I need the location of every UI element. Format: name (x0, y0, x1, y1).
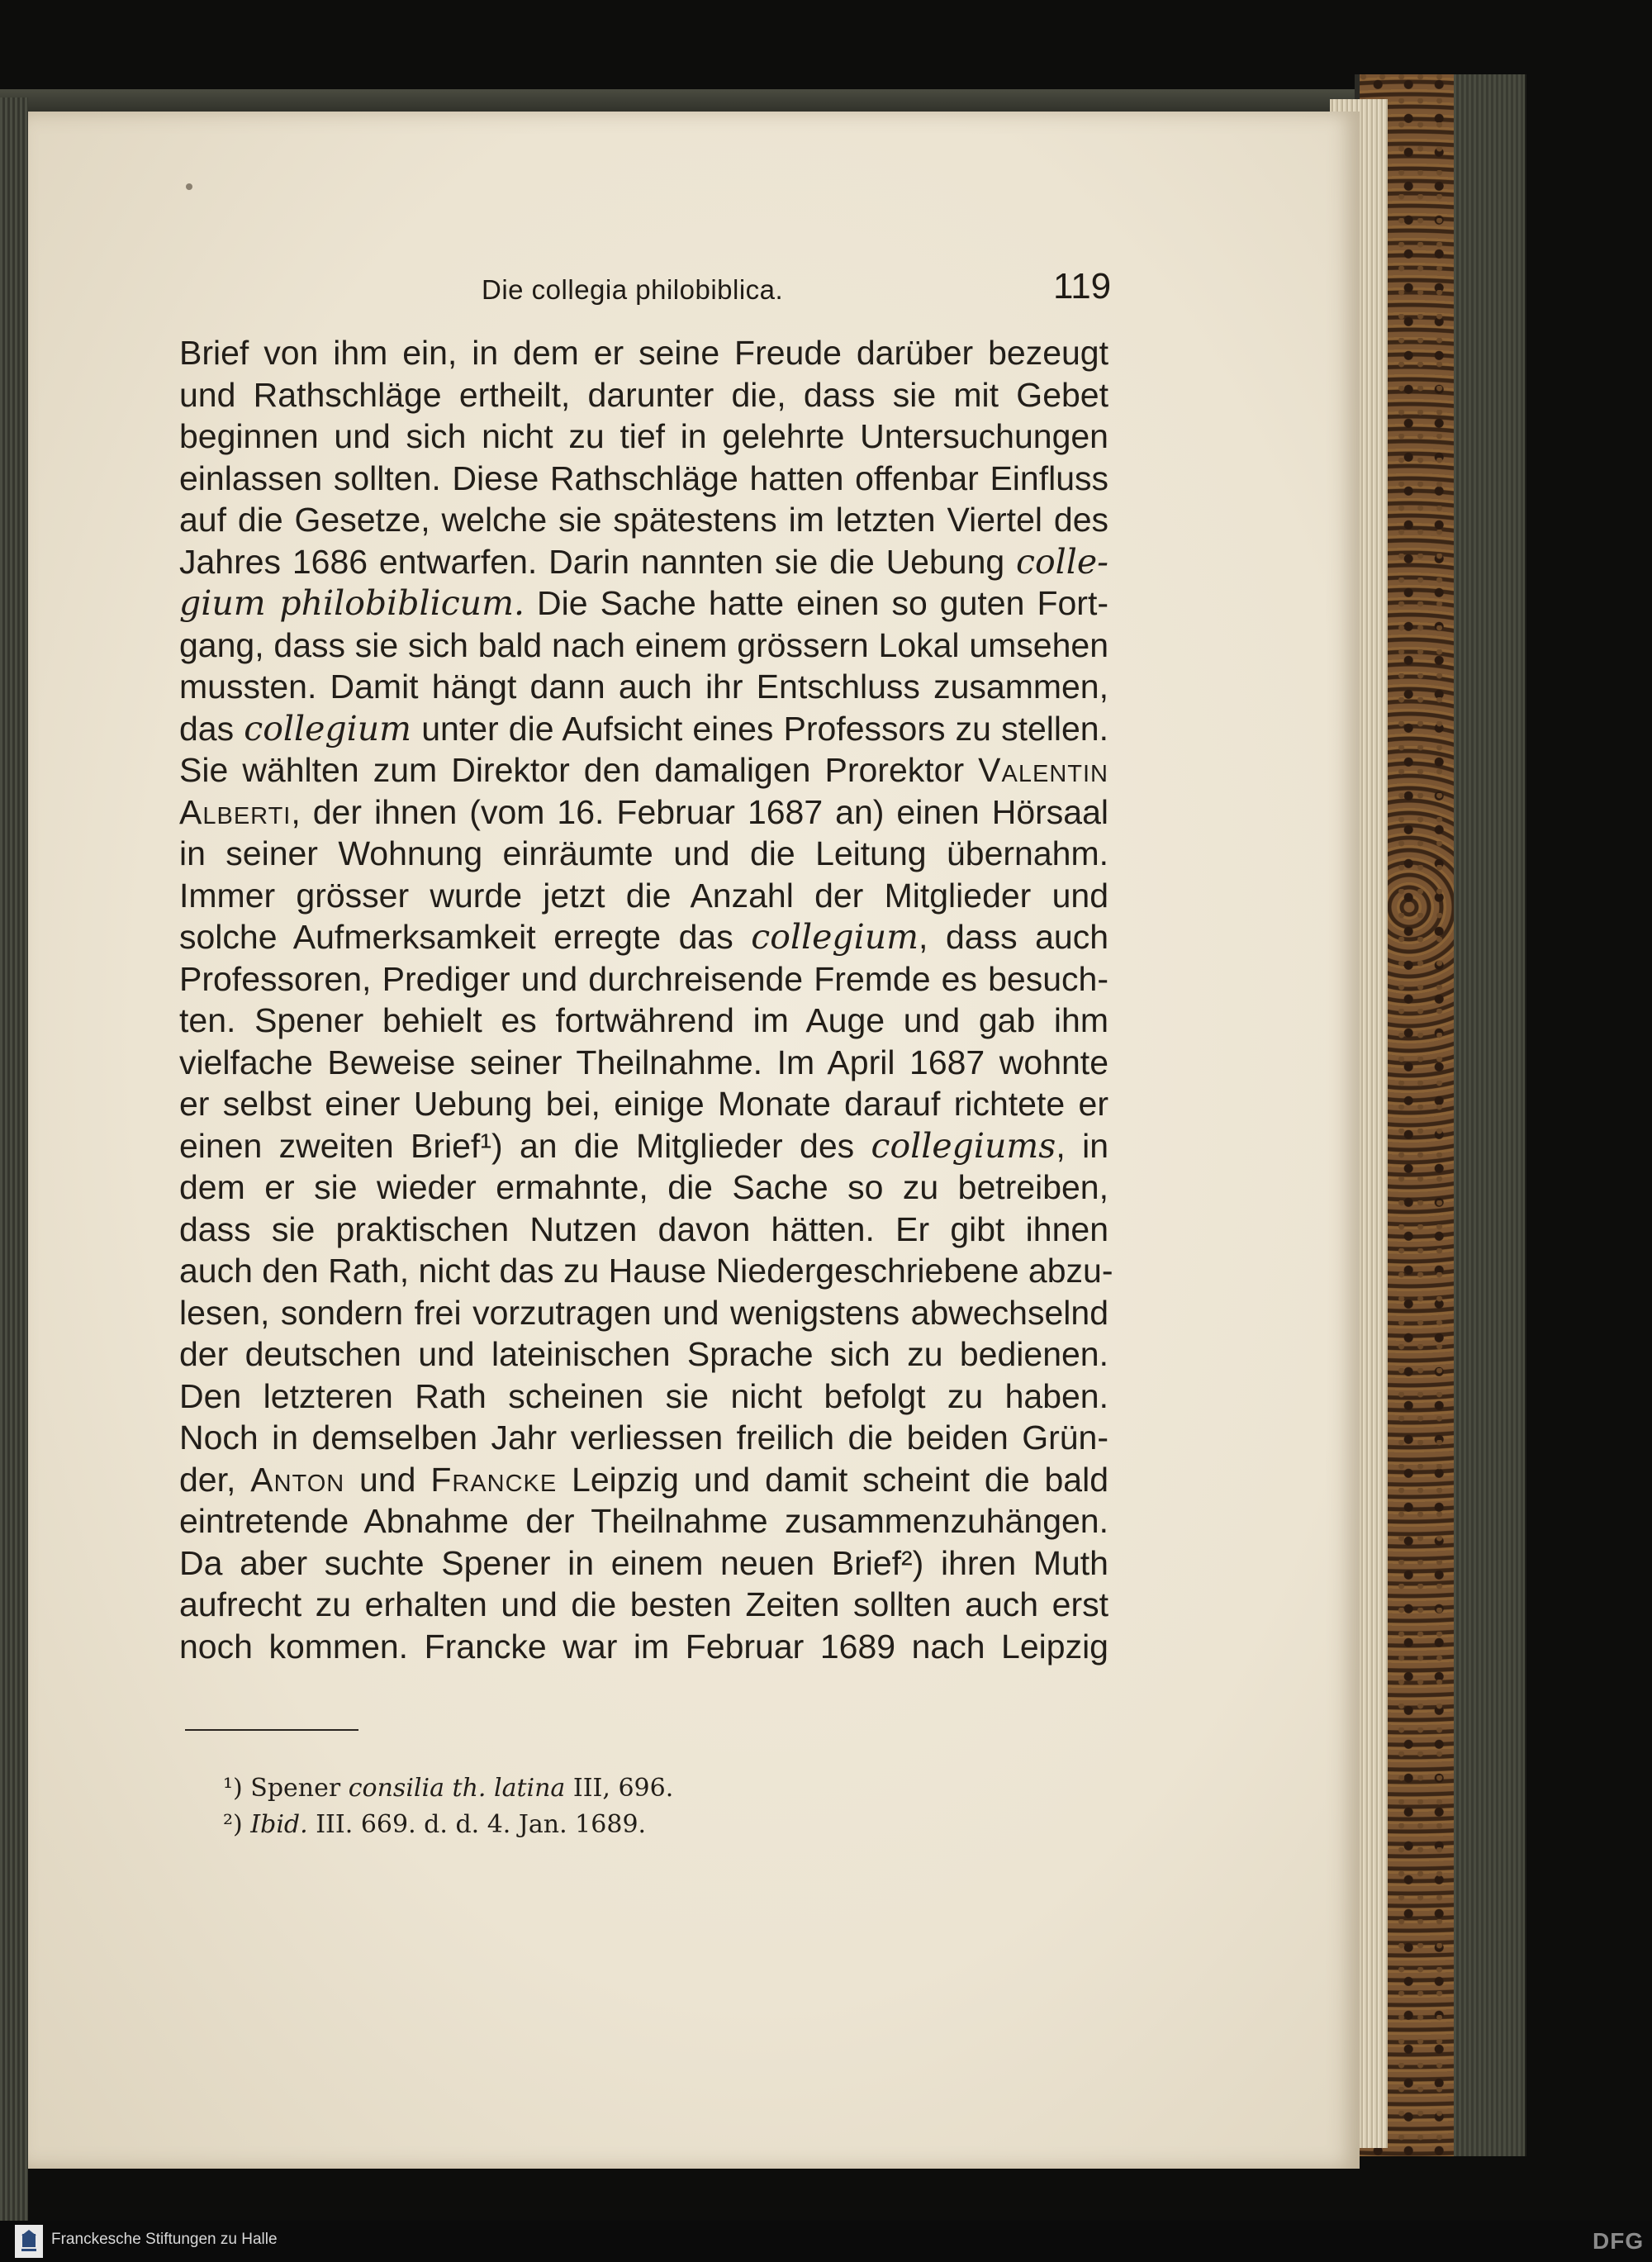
footnote-line (223, 1770, 673, 1807)
body-text-run: einlassen sollten. Diese Rathschläge hatten offenbar Einfluss (179, 459, 1108, 497)
running-head: Die collegia philobiblica. (482, 274, 784, 305)
body-text-run: in seiner Wohnung einräumte und die Leitung übernahm. (179, 834, 1108, 872)
body-text-run: er selbst einer Uebung bei, einige Monate darauf richtete er (179, 1085, 1108, 1123)
body-text-run: Noch in demselben Jahr verliessen freilich die beiden Grün- (179, 1419, 1108, 1457)
body-line (179, 875, 1108, 917)
footnote-separator-rule (185, 1729, 358, 1731)
footnote-text-run: consilia th. latina (348, 1774, 566, 1803)
body-text-run: dass sie praktischen Nutzen davon hätten. Er gibt ihnen (179, 1209, 1108, 1248)
body-line (179, 1417, 1108, 1459)
body-text-run: Die Sache hatte einen so guten Fort- (525, 584, 1108, 622)
body-text-run: ten. Spener behielt es fortwährend im Auge und gab ihm (179, 1001, 1108, 1039)
page-number: 119 (1053, 266, 1112, 307)
footnote-line (223, 1807, 673, 1843)
body-text-run: und Rathschläge ertheilt, darunter die, dass sie mit Gebet (179, 375, 1108, 414)
body-line (179, 1000, 1108, 1042)
body-text-run: lesen, sondern frei vorzutragen und wenigstens abwechselnd (179, 1293, 1108, 1332)
body-text-run: , dass auch (919, 918, 1108, 956)
page-speck (186, 183, 192, 190)
footnotes (223, 1770, 673, 1843)
body-text-run: einen zweiten Brief¹) an die Mitglieder des (179, 1126, 871, 1165)
footnote-text-run: ¹) Spener (223, 1774, 349, 1803)
body-text-run: mussten. Damit hängt dann auch ihr Entschluss zusammen, (179, 668, 1108, 706)
body-text-run: solche Aufmerksamkeit erregte das (179, 918, 752, 956)
book-cover-top-edge (0, 89, 1520, 114)
body-text-run: Anton (250, 1460, 345, 1499)
body-text-run: colle- (1016, 541, 1108, 582)
footnote-text-run: III. 669. d. d. 4. Jan. 1689. (307, 1810, 647, 1839)
body-line (179, 1542, 1108, 1585)
body-text-run: , in (1056, 1126, 1108, 1165)
body-line (179, 1042, 1108, 1084)
body-line (179, 499, 1108, 541)
body-line (179, 1584, 1108, 1626)
body-line (179, 416, 1108, 458)
body-text-run: Professoren, Prediger und durchreisende Fremde es besuch- (179, 959, 1108, 998)
body-line (179, 1500, 1108, 1542)
body-text-run: unter die Aufsicht eines Professors zu stellen. (411, 709, 1108, 748)
body-text-run: Valentin (978, 751, 1108, 789)
body-line (179, 625, 1108, 667)
body-line (179, 1083, 1108, 1125)
main-text-block (179, 332, 1113, 1667)
body-text-run: beginnen und sich nicht zu tief in gelehrte Untersuchungen (179, 417, 1108, 455)
body-text-run: Leipzig und damit scheint die bald (557, 1460, 1108, 1499)
body-text-run: aufrecht zu erhalten und die besten Zeiten sollten auch erst (179, 1585, 1108, 1623)
footnote-text-run: ²) (223, 1810, 251, 1839)
body-text-run: dem er sie wieder ermahnte, die Sache so zu betreiben, (179, 1168, 1108, 1206)
body-line (179, 791, 1108, 834)
body-line (179, 958, 1108, 1000)
body-text-run: der deutschen und lateinischen Sprache sich zu bedienen. (179, 1335, 1108, 1373)
body-text-run: Da aber suchte Spener in einem neuen Brief²) ihren Muth (179, 1543, 1108, 1582)
body-text-run: Den letzteren Rath scheinen sie nicht befolgt zu haben. (179, 1376, 1108, 1415)
body-line (179, 1626, 1108, 1668)
body-line (179, 582, 1108, 625)
body-text-run: gium philobiblicum. (179, 583, 525, 623)
body-text-run: auf die Gesetze, welche sie spätestens im letzten Viertel des (179, 501, 1108, 539)
body-line (179, 1167, 1108, 1209)
body-text-run: gang, dass sie sich bald nach einem grössern Lokal umsehen (179, 625, 1108, 664)
body-text-run: das (179, 709, 244, 748)
body-line (179, 1459, 1108, 1501)
body-line (179, 374, 1108, 416)
body-line (179, 332, 1108, 374)
body-text-run: Immer grösser wurde jetzt die Anzahl der Mitglieder und (179, 876, 1108, 915)
body-text-run: auch den Rath, nicht das zu Hause Niedergeschriebene abzu- (179, 1252, 1113, 1290)
body-text-run: Brief von ihm ein, in dem er seine Freude darüber bezeugt (179, 334, 1108, 372)
body-line (179, 458, 1108, 500)
institution-logo (15, 2225, 43, 2258)
footnote-text-run: Ibid. (250, 1810, 308, 1839)
body-line (179, 1250, 1113, 1292)
body-line (179, 1292, 1108, 1334)
body-text-run: Jahres 1686 entwarfen. Darin nannten sie die Uebung (179, 542, 1016, 581)
institution-emblem-icon (20, 2229, 38, 2254)
body-line (179, 666, 1108, 708)
dfg-logo: DFG (1593, 2228, 1645, 2254)
body-line (179, 916, 1108, 958)
body-line (179, 1376, 1108, 1418)
body-line (179, 833, 1108, 875)
body-text-run: vielfache Beweise seiner Theilnahme. Im April 1687 wohnte (179, 1043, 1108, 1081)
body-line (179, 1125, 1108, 1167)
body-text-run: collegium (751, 917, 919, 957)
body-text-run: Francke (430, 1460, 558, 1499)
footnote-text-run: III, 696. (565, 1774, 674, 1803)
body-text-run: Alberti (179, 792, 292, 831)
body-line (179, 1209, 1108, 1251)
body-text-run: , der ihnen (vom 16. Februar 1687 an) einen Hörsaal (291, 792, 1108, 831)
body-text-run: eintretende Abnahme der Theilnahme zusammenzuhängen. (179, 1502, 1108, 1540)
institution-name: Franckesche Stiftungen zu Halle (51, 2231, 278, 2248)
body-text-run: collegiums (871, 1125, 1056, 1166)
body-text-run: noch kommen. Francke war im Februar 1689 nach Leipzig (179, 1627, 1108, 1666)
body-line (179, 708, 1108, 750)
body-line (179, 541, 1108, 583)
book-cover-spine-cloth (1454, 74, 1526, 2156)
body-text-run: Sie wählten zum Direktor den damaligen Prorektor (179, 751, 979, 789)
body-text-run: collegium (244, 708, 412, 748)
body-line (179, 749, 1108, 791)
body-line (179, 1333, 1108, 1376)
book-cover-left-edge (0, 97, 28, 2221)
body-text-run: der, (179, 1460, 251, 1499)
body-text-run: und (344, 1460, 431, 1499)
